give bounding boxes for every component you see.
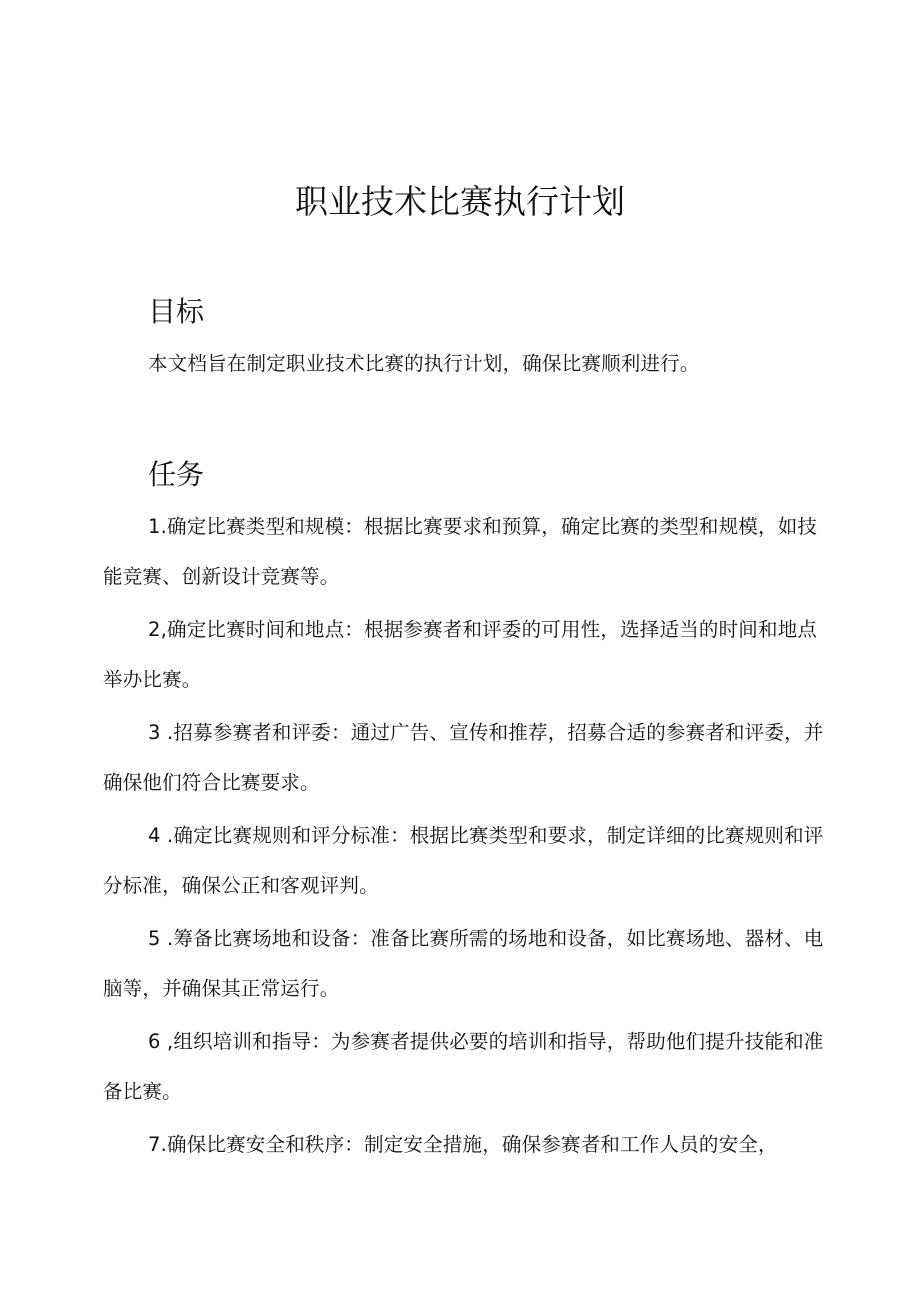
task-item-4: 4 .确定比赛规则和评分标准：根据比赛类型和要求，制定详细的比赛规则和评分标准，确保公正和客观评判。 (103, 824, 824, 897)
task-item-6: 6 ,组织培训和指导：为参赛者提供必要的培训和指导，帮助他们提升技能和准备比赛。 (103, 1030, 824, 1103)
task-item-5: 5 .筹备比赛场地和设备：准备比赛所需的场地和设备，如比赛场地、器材、电脑等，并确保其正常运行。 (103, 927, 824, 1000)
task-item-7: 7.确保比赛安全和秩序：制定安全措施，确保参赛者和工作人员的安全， (148, 1133, 778, 1156)
task-item-3: 3 .招募参赛者和评委：通过广告、宣传和推荐，招募合适的参赛者和评委，并确保他们符合比赛要求。 (103, 721, 824, 794)
document-title: 职业技术比赛执行计划 (295, 182, 625, 221)
task-item-2: 2,确定比赛时间和地点：根据参赛者和评委的可用性，选择适当的时间和地点举办比赛。 (103, 618, 818, 691)
section-heading-tasks: 任务 (148, 458, 205, 491)
task-list (0, 502, 920, 1173)
section-heading-goal: 目标 (148, 295, 205, 328)
goal-paragraph: 本文档旨在制定职业技术比赛的执行计划，确保比赛顺利进行。 (148, 352, 700, 375)
task-item-1: 1.确定比赛类型和规模：根据比赛要求和预算，确定比赛的类型和规模，如技能竞赛、创新设计竞赛等。 (103, 515, 818, 588)
